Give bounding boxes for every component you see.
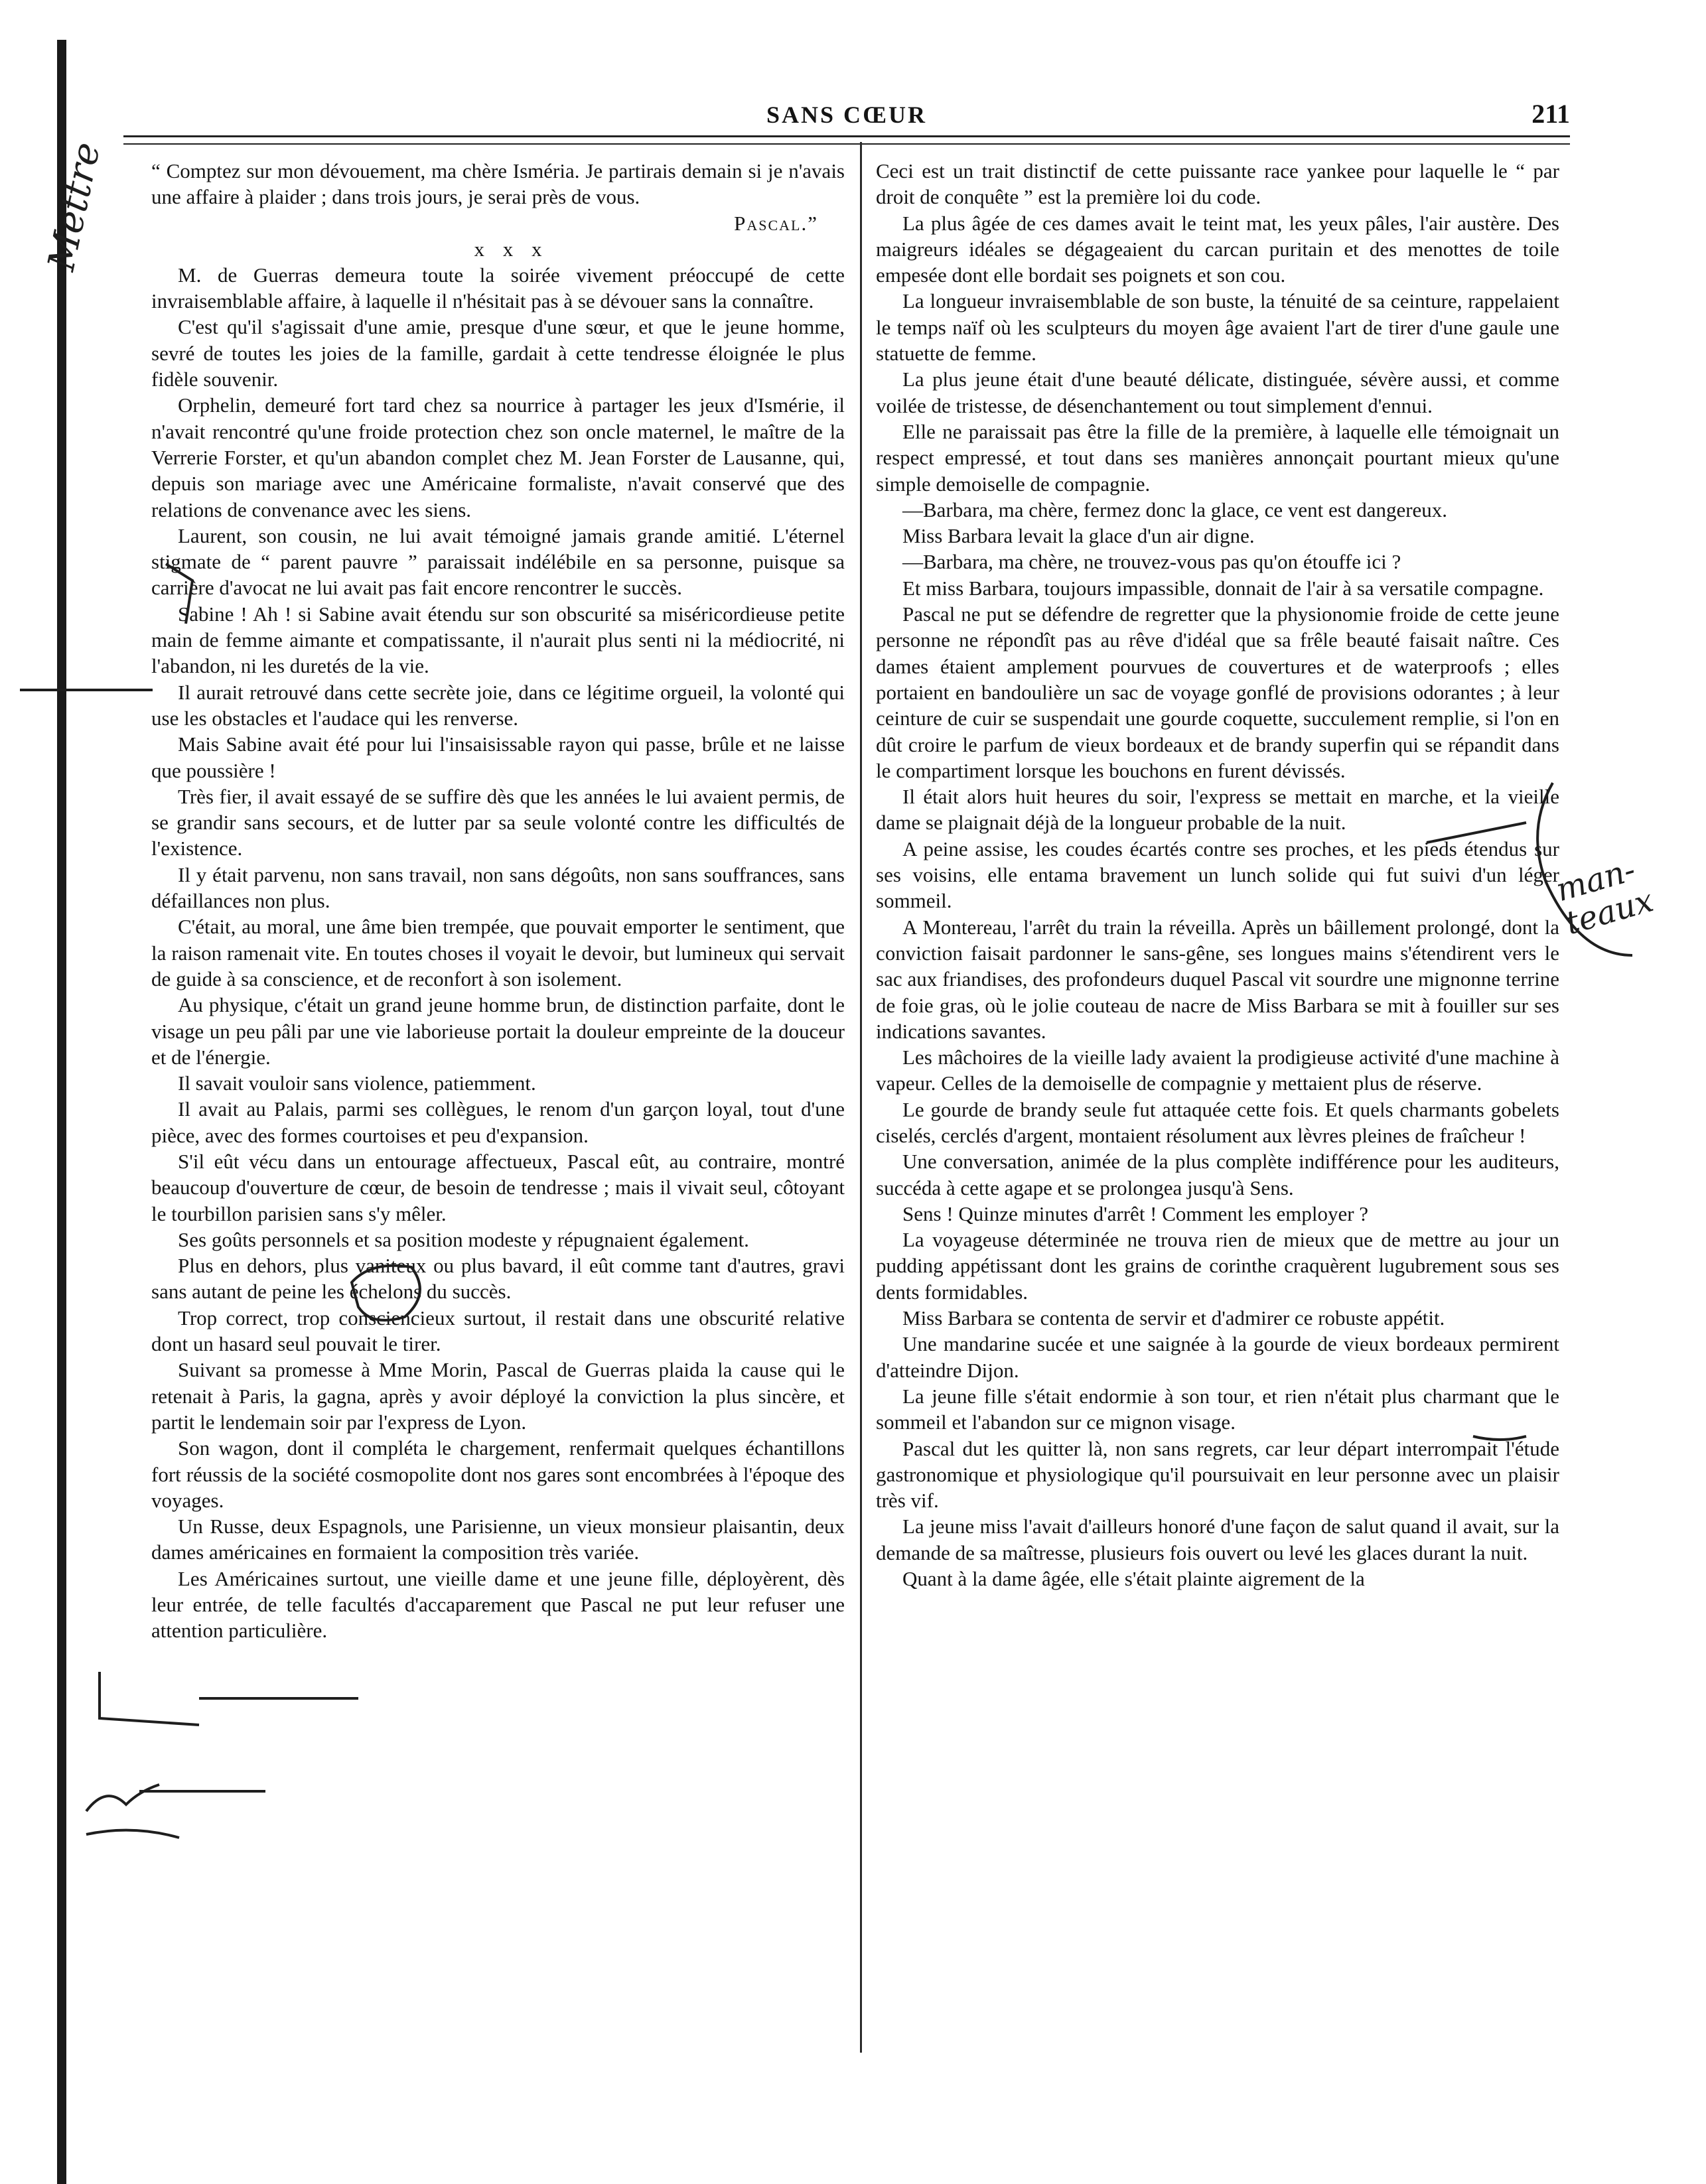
section-mark: x x x — [474, 237, 549, 261]
paragraph: Pascal ne put se défendre de regretter que la physionomie froide de cette jeune personne ne répondît pas au rêve d'idéal que sa frêle beauté faisait naître. Ces dames étaient amplement pourvues de couvertures et de waterproofs ; elles portaient en bandoulière un sac de voyage gonflé de provisions odorantes ; à leur ceinture de cuir se suspendait une gourde coquette, succulement remplie, si l'on en dût croire le parfum de vieux bordeaux et de brandy superfin qui se répandit dans le compartiment lorsque les bouchons en furent dévissés. — [876, 602, 1559, 782]
paragraph: Très fier, il avait essayé de se suffire dès que les années le lui avaient permis, de se grandir sans secours, et de lutter par sa seule volonté contre les difficultés de l'existence. — [151, 784, 845, 860]
paragraph: Sens ! Quinze minutes d'arrêt ! Comment les employer ? — [902, 1201, 1369, 1225]
paragraph: M. de Guerras demeura toute la soirée vivement préoccupé de cette invraisemblable affaire, à laquelle il n'hésitait pas à se dévouer sans la connaître. — [151, 263, 845, 313]
paragraph: Et miss Barbara, toujours impassible, donnait de l'air à sa versatile compagne. — [902, 576, 1544, 600]
paragraph: La jeune miss l'avait d'ailleurs honoré d'une façon de salut quand il avait, sur la demande de sa maîtresse, plusieurs fois ouvert ou levé les glaces durant la nuit. — [876, 1515, 1559, 1564]
paragraph: La plus jeune était d'une beauté délicate, distinguée, sévère aussi, et comme voilée de tristesse, de désenchantement ou tout simplement d'ennui. — [876, 368, 1559, 417]
paragraph: C'est qu'il s'agissait d'une amie, presque d'une sœur, et que le jeune homme, sevré de toutes les joies de la famille, gardait à cette tendresse éloignée le plus fidèle souvenir. — [151, 315, 845, 391]
paragraph: Elle ne paraissait pas être la fille de la première, à laquelle elle témoignait un respect empressé, et tout dans ses manières annonçait pourtant mieux qu'une simple demoiselle de compagnie. — [876, 419, 1559, 496]
paragraph: Il y était parvenu, non sans travail, non sans dégoûts, non sans souffrances, sans défaillances non plus. — [151, 862, 845, 913]
paragraph: S'il eût vécu dans un entourage affectueux, Pascal eût, au contraire, montré beaucoup d'ouverture de cœur, de besoin de tendresse ; mais il vivait seul, côtoyant le tourbillon parisien sans s'y mêler. — [151, 1149, 845, 1225]
paragraph: Au physique, c'était un grand jeune homme brun, de distinction parfaite, dont le visage un peu pâli par une vie laborieuse portait la douleur empreinte de la douceur et de l'énergie. — [151, 993, 845, 1069]
paragraph: Laurent, son cousin, ne lui avait témoigné jamais grande amitié. L'éternel stigmate de “ parent pauvre ” paraissait indélébile en sa personne, puisque sa carrière d'avocat ne lui avait pas fait encore rencontrer le succès. — [151, 523, 845, 600]
paragraph: Quant à la dame âgée, elle s'était plainte aigrement de la — [902, 1567, 1365, 1591]
paragraph: A peine assise, les coudes écartés contre ses proches, et les pieds étendus sur ses voisins, elle entama bravement un lunch solide qui fut suivi d'un léger sommeil. — [876, 837, 1559, 913]
paragraph: La jeune fille s'était endormie à son tour, et rien n'était plus charmant que le sommeil et l'abandon sur ce mignon visage. — [876, 1384, 1559, 1434]
paragraph: Il savait vouloir sans violence, patiemment. — [178, 1071, 536, 1095]
paragraph: Son wagon, dont il compléta le chargement, renfermait quelques échantillons fort réussis de la société cosmopolite dont nos gares sont encombrées à l'époque des voyages. — [151, 1436, 845, 1512]
paragraph: Les Américaines surtout, une vieille dame et une jeune fille, déployèrent, dès leur entrée, de telle facultés d'accaparement que Pascal ne put leur refuser une attention particulière. — [151, 1566, 845, 1643]
paragraph: Un Russe, deux Espagnols, une Parisienne, un vieux monsieur plaisantin, deux dames américaines en formaient la composition très variée. — [151, 1515, 845, 1564]
paragraph: Plus en dehors, plus vaniteux ou plus bavard, il eût comme tant d'autres, gravi sans autant de peine les échelons du succès. — [151, 1254, 845, 1304]
paragraph: —Barbara, ma chère, fermez donc la glace, ce vent est dangereux. — [902, 498, 1448, 521]
paragraph: La plus âgée de ces dames avait le teint mat, les yeux pâles, l'air austère. Des maigreurs idéales se dégageaient du carcan puritain et des menottes de toile empesée dont elle bordait ses poignets et son cou. — [876, 211, 1559, 287]
paragraph: C'était, au moral, une âme bien trempée, que pouvait emporter le sentiment, que la raison ramenait vite. En toutes choses il voyait le devoir, but lumineux qui servait de guide à sa conscience, et de reconfort à son isolement. — [151, 915, 845, 990]
paragraph: Le gourde de brandy seule fut attaquée cette fois. Et quels charmants gobelets ciselés, cerclés d'argent, montaient résolument aux lèvres pleines de fraîcheur ! — [876, 1097, 1559, 1147]
paragraph: Miss Barbara se contenta de servir et d'admirer ce robuste appétit. — [902, 1306, 1445, 1330]
paragraph: —Barbara, ma chère, ne trouvez-vous pas qu'on étouffe ici ? — [902, 550, 1401, 574]
running-title: SANS CŒUR — [766, 102, 928, 128]
paragraph: Mais Sabine avait été pour lui l'insaisissable rayon qui passe, brûle et ne laisse que poussière ! — [151, 732, 845, 782]
paragraph: La voyageuse déterminée ne trouva rien de mieux que de mettre au jour un pudding appétissant dont les grains de corinthe craquèrent lugubrement sous ses dents formidables. — [876, 1228, 1559, 1304]
paragraph: Ceci est un trait distinctif de cette puissante race yankee pour laquelle le “ par droit de conquête ” est la première loi du code. — [876, 159, 1559, 209]
paragraph: Suivant sa promesse à Mme Morin, Pascal de Guerras plaida la cause qui le retenait à Paris, la gagna, après y avoir déployé la conviction la plus sincère, et partit le lendemain soir par l'express de Lyon. — [151, 1358, 845, 1434]
paragraph: Miss Barbara levait la glace d'un air digne. — [902, 524, 1255, 548]
paragraph: Trop correct, trop consciencieux surtout, il restait dans une obscurité relative dont un hasard seul pouvait le tirer. — [151, 1306, 845, 1356]
handwritten-note-right: man-teaux — [1551, 851, 1658, 943]
paragraph: Il avait au Palais, parmi ses collègues, le renom d'un garçon loyal, tout d'une pièce, avec des formes courtoises et peu d'expansion. — [151, 1097, 845, 1147]
paragraph: Orphelin, demeuré fort tard chez sa nourrice à partager les jeux d'Ismérie, il n'avait rencontré qu'une froide protection chez son oncle maternel, le maître de la Verrerie Forster, et qu'un abandon complet chez M. Jean Forster de Lausanne, qui, depuis son mariage avec une Américaine formaliste, n'avait conservé que des relations de convenance avec les siens. — [151, 393, 845, 521]
paragraph: Ses goûts personnels et sa position modeste y répugnaient également. — [178, 1227, 749, 1251]
paragraph: Les mâchoires de la vieille lady avaient la prodigieuse activité d'une machine à vapeur. Celles de la demoiselle de compagnie y mettaient plus de réserve. — [876, 1046, 1559, 1095]
letter-signature: Pascal.” — [734, 211, 818, 235]
paragraph: Il aurait retrouvé dans cette secrète joie, dans ce légitime orgueil, la volonté qui use les obstacles et l'audace qui les renverse. — [151, 680, 845, 730]
paragraph: A Montereau, l'arrêt du train la réveilla. Après un bâillement prolongé, dont la conviction faisait pardonner le sans-gêne, ses longues mains s'étendirent vers le sac aux friandises, des profondeurs duquel Pascal vit sourdre une mignonne terrine de foie gras, où le jolie couteau de nacre de Miss Barbara se mit à fouiller sur ses indications savantes. — [876, 915, 1559, 1043]
paragraph: Pascal dut les quitter là, non sans regrets, car leur départ interrompait l'étude gastronomique et physiologique qu'il poursuivait en leur personne avec un plaisir très vif. — [876, 1436, 1559, 1513]
paragraph: Une conversation, animée de la plus complète indifférence pour les auditeurs, succéda à cette agape et se prolongea jusqu'à Sens. — [876, 1150, 1559, 1199]
paragraph: “ Comptez sur mon dévouement, ma chère Isméria. Je partirais demain si je n'avais une affaire à plaider ; dans trois jours, je serai près de vous. — [151, 159, 845, 209]
paragraph: La longueur invraisemblable de son buste, la ténuité de sa ceinture, rappelaient le temps naïf où les sculpteurs du moyen âge avaient l'art de tirer d'une gaule une statuette de femme. — [876, 289, 1559, 366]
paragraph: Une mandarine sucée et une saignée à la gourde de vieux bordeaux permirent d'atteindre Dijon. — [876, 1332, 1559, 1382]
page-number: 211 — [1531, 99, 1570, 129]
paragraph: Il était alors huit heures du soir, l'express se mettait en marche, et la vieille dame se plaignait déjà de la longueur probable de la nuit. — [876, 785, 1559, 835]
paragraph: Sabine ! Ah ! si Sabine avait étendu sur son obscurité sa miséricordieuse petite main de femme aimante et compatissante, il n'aurait plus senti ni la médiocrité, ni l'abandon, ni les duretés de la vie. — [151, 602, 845, 678]
handwritten-note-left: Mettre — [40, 138, 109, 275]
